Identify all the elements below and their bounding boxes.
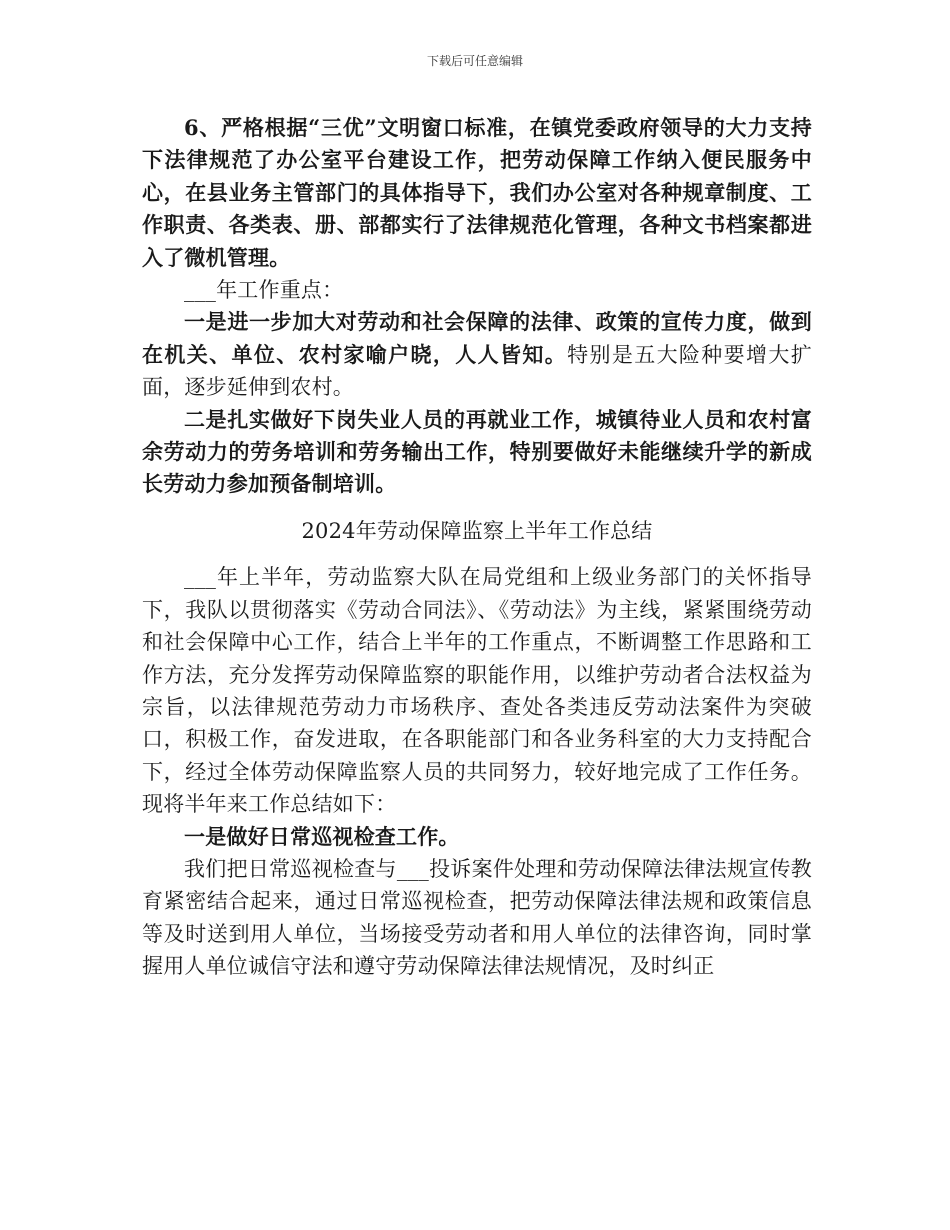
focus-point-2: 二是扎实做好下岗失业人员的再就业工作，城镇待业人员和农村富余劳动力的劳务培训和劳务输出工作，特别要做好未能继续升学的新成长劳动力参加预备制培训。 [142,406,812,497]
focus-point-1-bold: 一是进一步加大对劳动和社会保障的法律、政策的宣传力度，做到在机关、单位、农村家喻户晓，人人皆知。 [142,309,812,367]
work-focus-heading: ___年工作重点： [184,278,344,303]
document-title: 2024年劳动保障监察上半年工作总结 [301,518,653,543]
focus-point-1 [142,306,812,403]
document-body [142,112,812,983]
item-6-paragraph: 6、严格根据“三优”文明窗口标准，在镇党委政府领导的大力支持下法律规范了办公室平台建设工作，把劳动保障工作纳入便民服务中心，在县业务主管部门的具体指导下，我们办公室对各种规章制度、工作职责、各类表、册、部都实行了法律规范化管理，各种文书档案都进入了微机管理。 [142,115,812,270]
page-header: 下载后可任意编辑 [426,54,523,68]
subheading-daily-inspection: 一是做好日常巡视检查工作。 [184,823,460,849]
daily-inspection-paragraph: 我们把日常巡视检查与___投诉案件处理和劳动保障法律法规宣传教育紧密结合起来，通过日常巡视检查，把劳动保障法律法规和政策信息等及时送到用人单位，当场接受劳动者和用人单位的法律咨询，同时掌握用人单位诚信守法和遵守劳动保障法律法规情况，及时纠正 [142,856,812,979]
focus-point-1-normal: 特别是五大险种要增大扩面，逐步延伸到农村。 [142,342,812,400]
intro-paragraph: ___年上半年，劳动监察大队在局党组和上级业务部门的关怀指导下，我队以贯彻落实《劳动合同法》、《劳动法》为主线，紧紧围绕劳动和社会保障中心工作，结合上半年的工作重点，不断调整工作思路和工作方法，充分发挥劳动保障监察的职能作用，以维护劳动者合法权益为宗旨，以法律规范劳动力市场秩序、查处各类违反劳动法案件为突破口，积极工作，奋发进取，在各职能部门和各业务科室的大力支持配合下，经过全体劳动保障监察人员的共同努力，较好地完成了工作任务。现将半年来工作总结如下： [142,565,812,817]
